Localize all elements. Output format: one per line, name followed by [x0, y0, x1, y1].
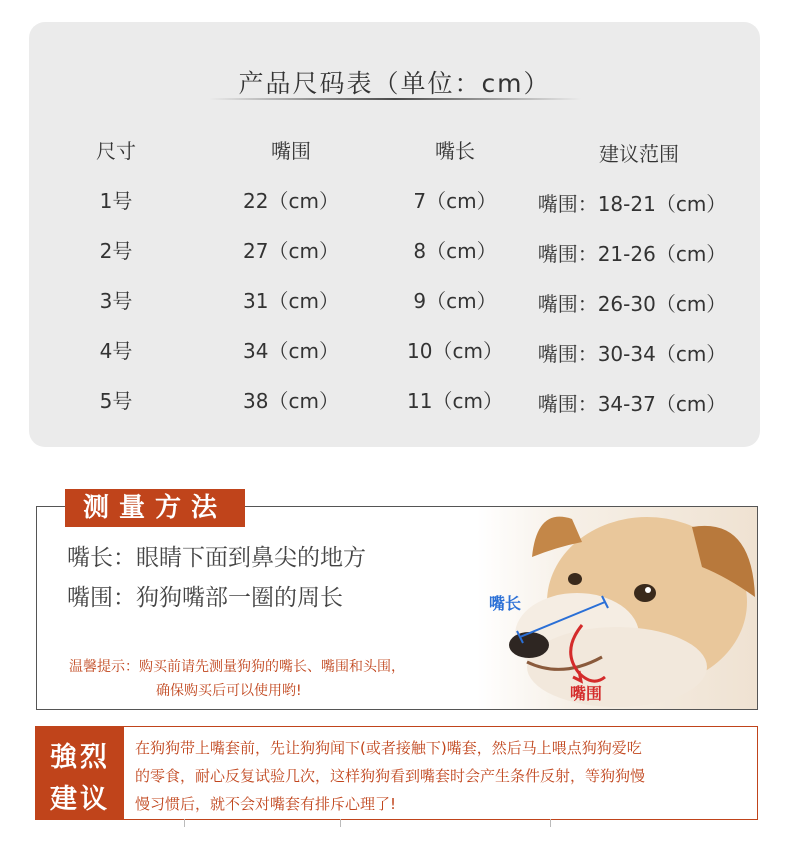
row-3-size: 3号	[99, 289, 133, 313]
row-4-circumference: 34（cm）	[243, 339, 339, 363]
row-5-length: 11（cm）	[407, 389, 503, 413]
row-3-circumference: 31（cm）	[243, 289, 339, 313]
row-5-size: 5号	[99, 389, 133, 413]
row-3-length: 9（cm）	[413, 289, 497, 313]
row-2-length: 8（cm）	[413, 239, 497, 263]
row-2-circumference: 27（cm）	[243, 239, 339, 263]
advice-tag-line-2: 建议	[50, 784, 110, 815]
row-2-size: 2号	[99, 239, 133, 263]
circumference-label: 嘴围	[570, 684, 603, 703]
title-divider	[209, 98, 581, 100]
row-4-range: 嘴围：30-34（cm）	[537, 342, 727, 366]
bottom-divider-tick	[184, 819, 185, 827]
measure-method-box	[36, 506, 758, 710]
row-5-range: 嘴围：34-37（cm）	[537, 392, 727, 416]
bottom-divider-tick	[550, 819, 551, 827]
row-5-circumference: 38（cm）	[243, 389, 339, 413]
tip-line-2: 确保购买后可以使用哟!	[156, 683, 302, 699]
measure-method-tag: 测量方法	[65, 489, 245, 527]
row-4-length: 10（cm）	[407, 339, 503, 363]
bottom-divider-tick	[340, 819, 341, 827]
advice-line-3: 慢习惯后，就不会对嘴套有排斥心理了!	[135, 795, 397, 813]
advice-tag-line-1: 強烈	[50, 742, 110, 773]
advice-tag	[36, 727, 124, 819]
size-chart-title: 产品尺码表（单位：cm）	[238, 69, 551, 98]
measure-length-text: 嘴长：眼睛下面到鼻尖的地方	[67, 545, 366, 571]
header-recommended-range: 建议范围	[599, 142, 679, 166]
row-1-circumference: 22（cm）	[243, 189, 339, 213]
row-2-range: 嘴围：21-26（cm）	[537, 242, 727, 266]
header-circumference: 嘴围	[271, 139, 311, 163]
advice-line-2: 的零食，耐心反复试验几次，这样狗狗看到嘴套时会产生条件反射，等狗狗慢	[135, 767, 646, 785]
advice-box	[35, 726, 758, 820]
header-length: 嘴长	[435, 139, 475, 163]
row-3-range: 嘴围：26-30（cm）	[537, 292, 727, 316]
advice-line-1: 在狗狗带上嘴套前，先让狗狗闻下(或者接触下)嘴套，然后马上喂点狗狗爱吃	[135, 739, 642, 757]
length-label: 嘴长	[489, 594, 522, 613]
row-4-size: 4号	[99, 339, 133, 363]
row-1-range: 嘴围：18-21（cm）	[537, 192, 727, 216]
header-size: 尺寸	[96, 139, 136, 163]
size-chart-card	[29, 22, 760, 447]
row-1-length: 7（cm）	[413, 189, 497, 213]
tip-line-1: 温馨提示：购买前请先测量狗狗的嘴长、嘴围和头围，	[69, 659, 405, 675]
measure-circumference-text: 嘴围：狗狗嘴部一圈的周长	[67, 585, 343, 611]
row-1-size: 1号	[99, 189, 133, 213]
